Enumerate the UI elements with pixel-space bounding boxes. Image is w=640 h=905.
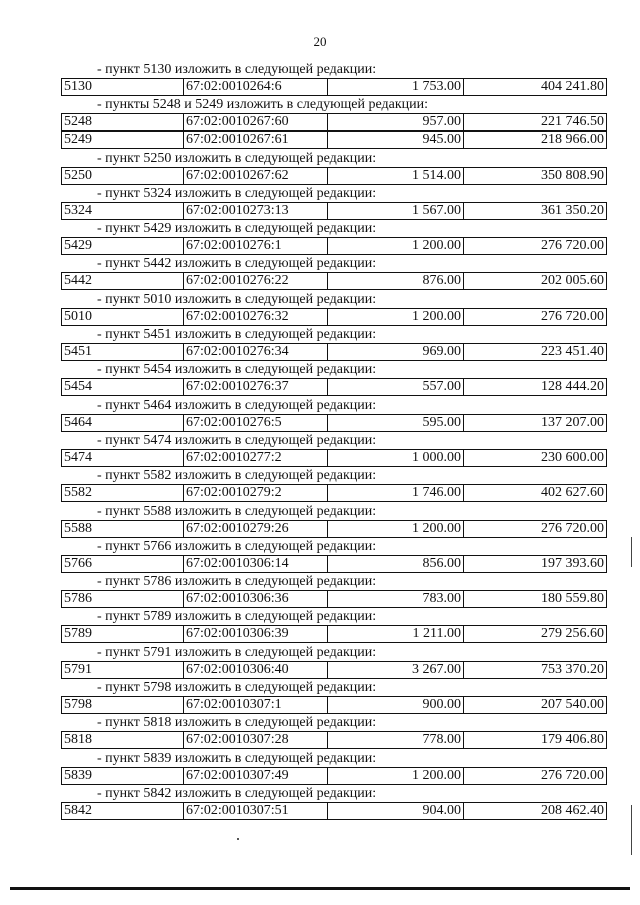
area-cell: 1 746.00 [328,485,464,501]
amendment-heading: - пункт 5324 изложить в следующей редакции: [97,185,377,201]
page-bottom-rule [10,887,630,890]
amendment-heading: - пункт 5789 изложить в следующей редакции: [97,609,377,625]
table-row [61,625,607,643]
value-cell: 180 559.80 [541,591,604,607]
table-row [61,78,607,96]
cadastral-number-cell: 67:02:0010307:1 [184,697,328,713]
value-cell: 179 406.80 [541,732,604,748]
area-cell: 969.00 [328,344,464,360]
area-cell: 1 200.00 [328,521,464,537]
amendment-heading: - пункт 5588 изложить в следующей редакции: [97,503,377,519]
amendment-heading: - пункт 5818 изложить в следующей редакции: [97,715,377,731]
area-cell: 1 000.00 [328,450,464,466]
value-cell: 753 370.20 [541,661,604,677]
area-cell: 778.00 [328,732,464,748]
value-cell: 218 966.00 [541,132,604,148]
amendment-heading: - пункт 5250 изложить в следующей редакции: [97,150,377,166]
area-cell: 3 267.00 [328,662,464,678]
amendment-heading: - пункт 5451 изложить в следующей редакции: [97,327,377,343]
item-number-cell: 5839 [62,768,184,784]
area-cell: 1 211.00 [328,626,464,642]
table-row [61,661,607,679]
cadastral-number-cell: 67:02:0010307:49 [184,768,328,784]
value-cell: 350 808.90 [541,167,604,183]
area-cell: 783.00 [328,591,464,607]
cadastral-number-cell: 67:02:0010279:2 [184,485,328,501]
table-row [61,555,607,573]
table-row [61,590,607,608]
margin-mark [631,537,632,567]
scan-speck [237,838,239,840]
cadastral-number-cell: 67:02:0010264:6 [184,79,328,95]
table-row [61,308,607,326]
amendment-entry [61,97,607,150]
amendment-heading: - пункт 5010 изложить в следующей редакции: [97,291,377,307]
amendment-entry [61,609,607,644]
cadastral-number-cell: 67:02:0010267:61 [184,132,328,148]
table-row [61,414,607,432]
area-cell: 595.00 [328,415,464,431]
value-cell: 279 256.60 [541,626,604,642]
item-number-cell: 5474 [62,450,184,466]
amendment-heading: - пункт 5582 изложить в следующей редакции: [97,468,377,484]
item-number-cell: 5588 [62,521,184,537]
cadastral-number-cell: 67:02:0010279:26 [184,521,328,537]
value-cell: 137 207.00 [541,414,604,430]
area-cell: 1 567.00 [328,203,464,219]
cadastral-number-cell: 67:02:0010276:37 [184,379,328,395]
value-cell: 276 720.00 [541,520,604,536]
area-cell: 1 753.00 [328,79,464,95]
amendment-entry [61,221,607,256]
amendment-heading: - пункт 5454 изложить в следующей редакции: [97,362,377,378]
amendment-entry [61,327,607,362]
amendment-heading: - пункт 5474 изложить в следующей редакции: [97,432,377,448]
area-cell: 1 200.00 [328,238,464,254]
value-cell: 207 540.00 [541,697,604,713]
item-number-cell: 5130 [62,79,184,95]
item-number-cell: 5442 [62,273,184,289]
value-cell: 276 720.00 [541,238,604,254]
table-row [61,802,607,820]
amendment-entry [61,786,607,821]
value-cell: 128 444.20 [541,379,604,395]
cadastral-number-cell: 67:02:0010276:32 [184,309,328,325]
amendment-heading: - пункт 5839 изложить в следующей редакции: [97,750,377,766]
value-cell: 276 720.00 [541,767,604,783]
cadastral-number-cell: 67:02:0010306:14 [184,556,328,572]
amendment-entry [61,539,607,574]
item-number-cell: 5786 [62,591,184,607]
cadastral-number-cell: 67:02:0010307:51 [184,803,328,819]
amendment-entry [61,151,607,186]
amendment-entry [61,292,607,327]
item-number-cell: 5451 [62,344,184,360]
value-cell: 208 462.40 [541,802,604,818]
item-number-cell: 5429 [62,238,184,254]
area-cell: 945.00 [328,132,464,148]
amendment-heading: - пункт 5130 изложить в следующей редакции: [97,62,377,77]
table-row [61,113,607,131]
amendment-entry [61,398,607,433]
cadastral-number-cell: 67:02:0010307:28 [184,732,328,748]
cadastral-number-cell: 67:02:0010306:36 [184,591,328,607]
cadastral-number-cell: 67:02:0010306:40 [184,662,328,678]
item-number-cell: 5454 [62,379,184,395]
amendment-entry [61,715,607,750]
item-number-cell: 5789 [62,626,184,642]
page-number: 20 [313,34,327,49]
table-row [61,767,607,785]
table-row [61,272,607,290]
item-number-cell: 5766 [62,556,184,572]
amendment-entry [61,62,607,97]
amendment-entry [61,680,607,715]
amendment-entry [61,504,607,539]
table-row [61,484,607,502]
amendment-heading: - пункт 5798 изложить в следующей редакции: [97,680,377,696]
value-cell: 223 451.40 [541,344,604,360]
area-cell: 1 514.00 [328,168,464,184]
table-row [61,202,607,220]
cadastral-number-cell: 67:02:0010273:13 [184,203,328,219]
table-row [61,449,607,467]
area-cell: 1 200.00 [328,768,464,784]
amendment-entry [61,468,607,503]
amendment-heading: - пункт 5842 изложить в следующей редакции: [97,785,377,801]
value-cell: 202 005.60 [541,273,604,289]
amendment-heading: - пункт 5442 изложить в следующей редакции: [97,256,377,272]
margin-mark [631,805,632,855]
area-cell: 957.00 [328,114,464,130]
amendment-entry [61,433,607,468]
area-cell: 904.00 [328,803,464,819]
value-cell: 404 241.80 [541,79,604,94]
cadastral-number-cell: 67:02:0010276:1 [184,238,328,254]
cadastral-number-cell: 67:02:0010267:60 [184,114,328,130]
amendment-entry [61,574,607,609]
value-cell: 197 393.60 [541,555,604,571]
area-cell: 900.00 [328,697,464,713]
value-cell: 361 350.20 [541,202,604,218]
amendment-heading: - пункт 5791 изложить в следующей редакции: [97,644,377,660]
item-number-cell: 5791 [62,662,184,678]
amendment-entry [61,751,607,786]
amendment-entry [61,186,607,221]
amendment-entry [61,256,607,291]
amendment-heading: - пункт 5429 изложить в следующей редакции: [97,221,377,237]
table-row [61,696,607,714]
item-number-cell: 5324 [62,203,184,219]
cadastral-number-cell: 67:02:0010276:22 [184,273,328,289]
table-row [61,520,607,538]
cadastral-number-cell: 67:02:0010267:62 [184,168,328,184]
table-row [61,343,607,361]
amendment-heading: - пункт 5464 изложить в следующей редакции: [97,397,377,413]
area-cell: 1 200.00 [328,309,464,325]
amendments-list [61,62,607,821]
cadastral-number-cell: 67:02:0010277:2 [184,450,328,466]
table-row [61,167,607,185]
amendment-heading: - пункт 5786 изложить в следующей редакции: [97,574,377,590]
amendment-heading: - пункты 5248 и 5249 изложить в следующей редакции: [97,97,429,113]
cadastral-number-cell: 67:02:0010306:39 [184,626,328,642]
item-number-cell: 5248 [62,114,184,130]
table-row [61,131,607,149]
cadastral-number-cell: 67:02:0010276:5 [184,415,328,431]
amendment-heading: - пункт 5766 изложить в следующей редакции: [97,538,377,554]
value-cell: 276 720.00 [541,308,604,324]
amendment-entry [61,645,607,680]
table-row [61,237,607,255]
item-number-cell: 5249 [62,132,184,148]
value-cell: 402 627.60 [541,485,604,501]
item-number-cell: 5818 [62,732,184,748]
value-cell: 221 746.50 [541,114,604,130]
area-cell: 856.00 [328,556,464,572]
cadastral-number-cell: 67:02:0010276:34 [184,344,328,360]
item-number-cell: 5250 [62,168,184,184]
area-cell: 557.00 [328,379,464,395]
item-number-cell: 5010 [62,309,184,325]
value-cell: 230 600.00 [541,449,604,465]
item-number-cell: 5582 [62,485,184,501]
table-row [61,731,607,749]
item-number-cell: 5798 [62,697,184,713]
area-cell: 876.00 [328,273,464,289]
table-row [61,378,607,396]
item-number-cell: 5464 [62,415,184,431]
amendment-entry [61,362,607,397]
item-number-cell: 5842 [62,803,184,819]
